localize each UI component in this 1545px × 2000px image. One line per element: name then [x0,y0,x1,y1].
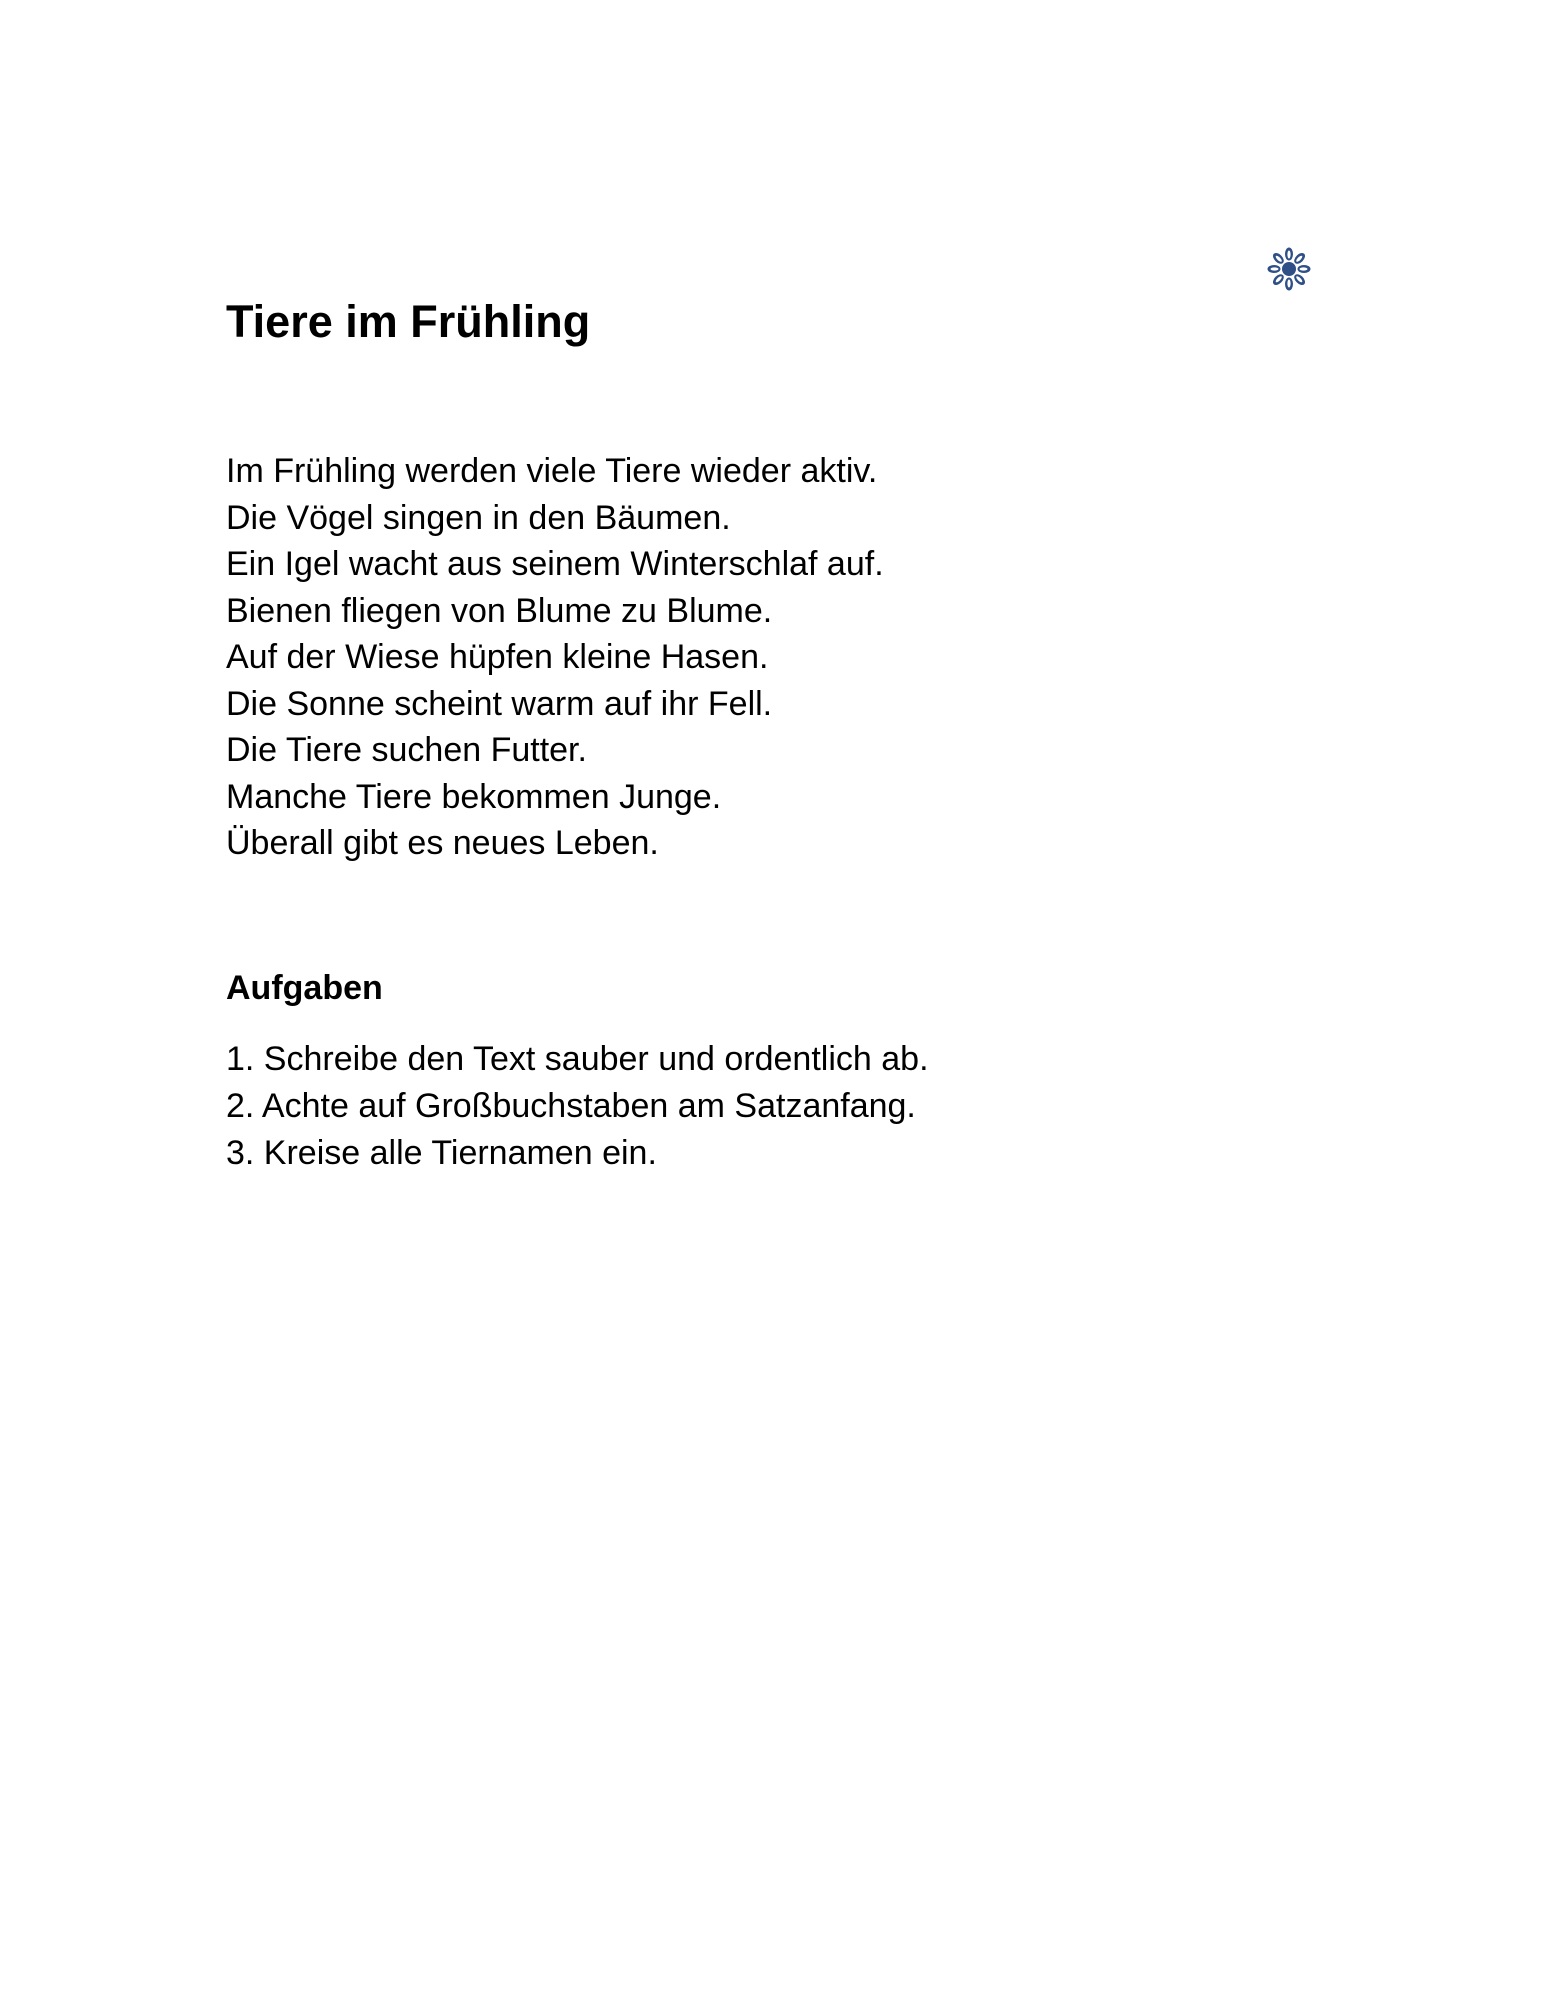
task-list [226,1036,929,1177]
story-line: Auf der Wiese hüpfen kleine Hasen. [226,638,769,676]
story-line: Im Frühling werden viele Tiere wieder aktiv. [226,452,878,490]
story-line: Die Tiere suchen Futter. [226,731,587,769]
flower-icon [1267,247,1311,291]
story-line: Bienen fliegen von Blume zu Blume. [226,591,773,630]
tasks-heading: Aufgaben [226,969,383,1007]
story-text [226,448,884,867]
story-line: Manche Tiere bekommen Junge. [226,777,722,816]
story-line: Überall gibt es neues Leben. [226,824,659,862]
task-item: 2. Achte auf Großbuchstaben am Satzanfang. [226,1087,916,1125]
page-title: Tiere im Frühling [226,296,591,347]
task-item: 3. Kreise alle Tiernamen ein. [226,1134,657,1172]
story-line: Die Sonne scheint warm auf ihr Fell. [226,684,773,723]
task-item: 1. Schreibe den Text sauber und ordentlich ab. [226,1040,929,1078]
story-line: Ein Igel wacht aus seinem Winterschlaf auf. [226,545,884,583]
story-line: Die Vögel singen in den Bäumen. [226,498,731,537]
